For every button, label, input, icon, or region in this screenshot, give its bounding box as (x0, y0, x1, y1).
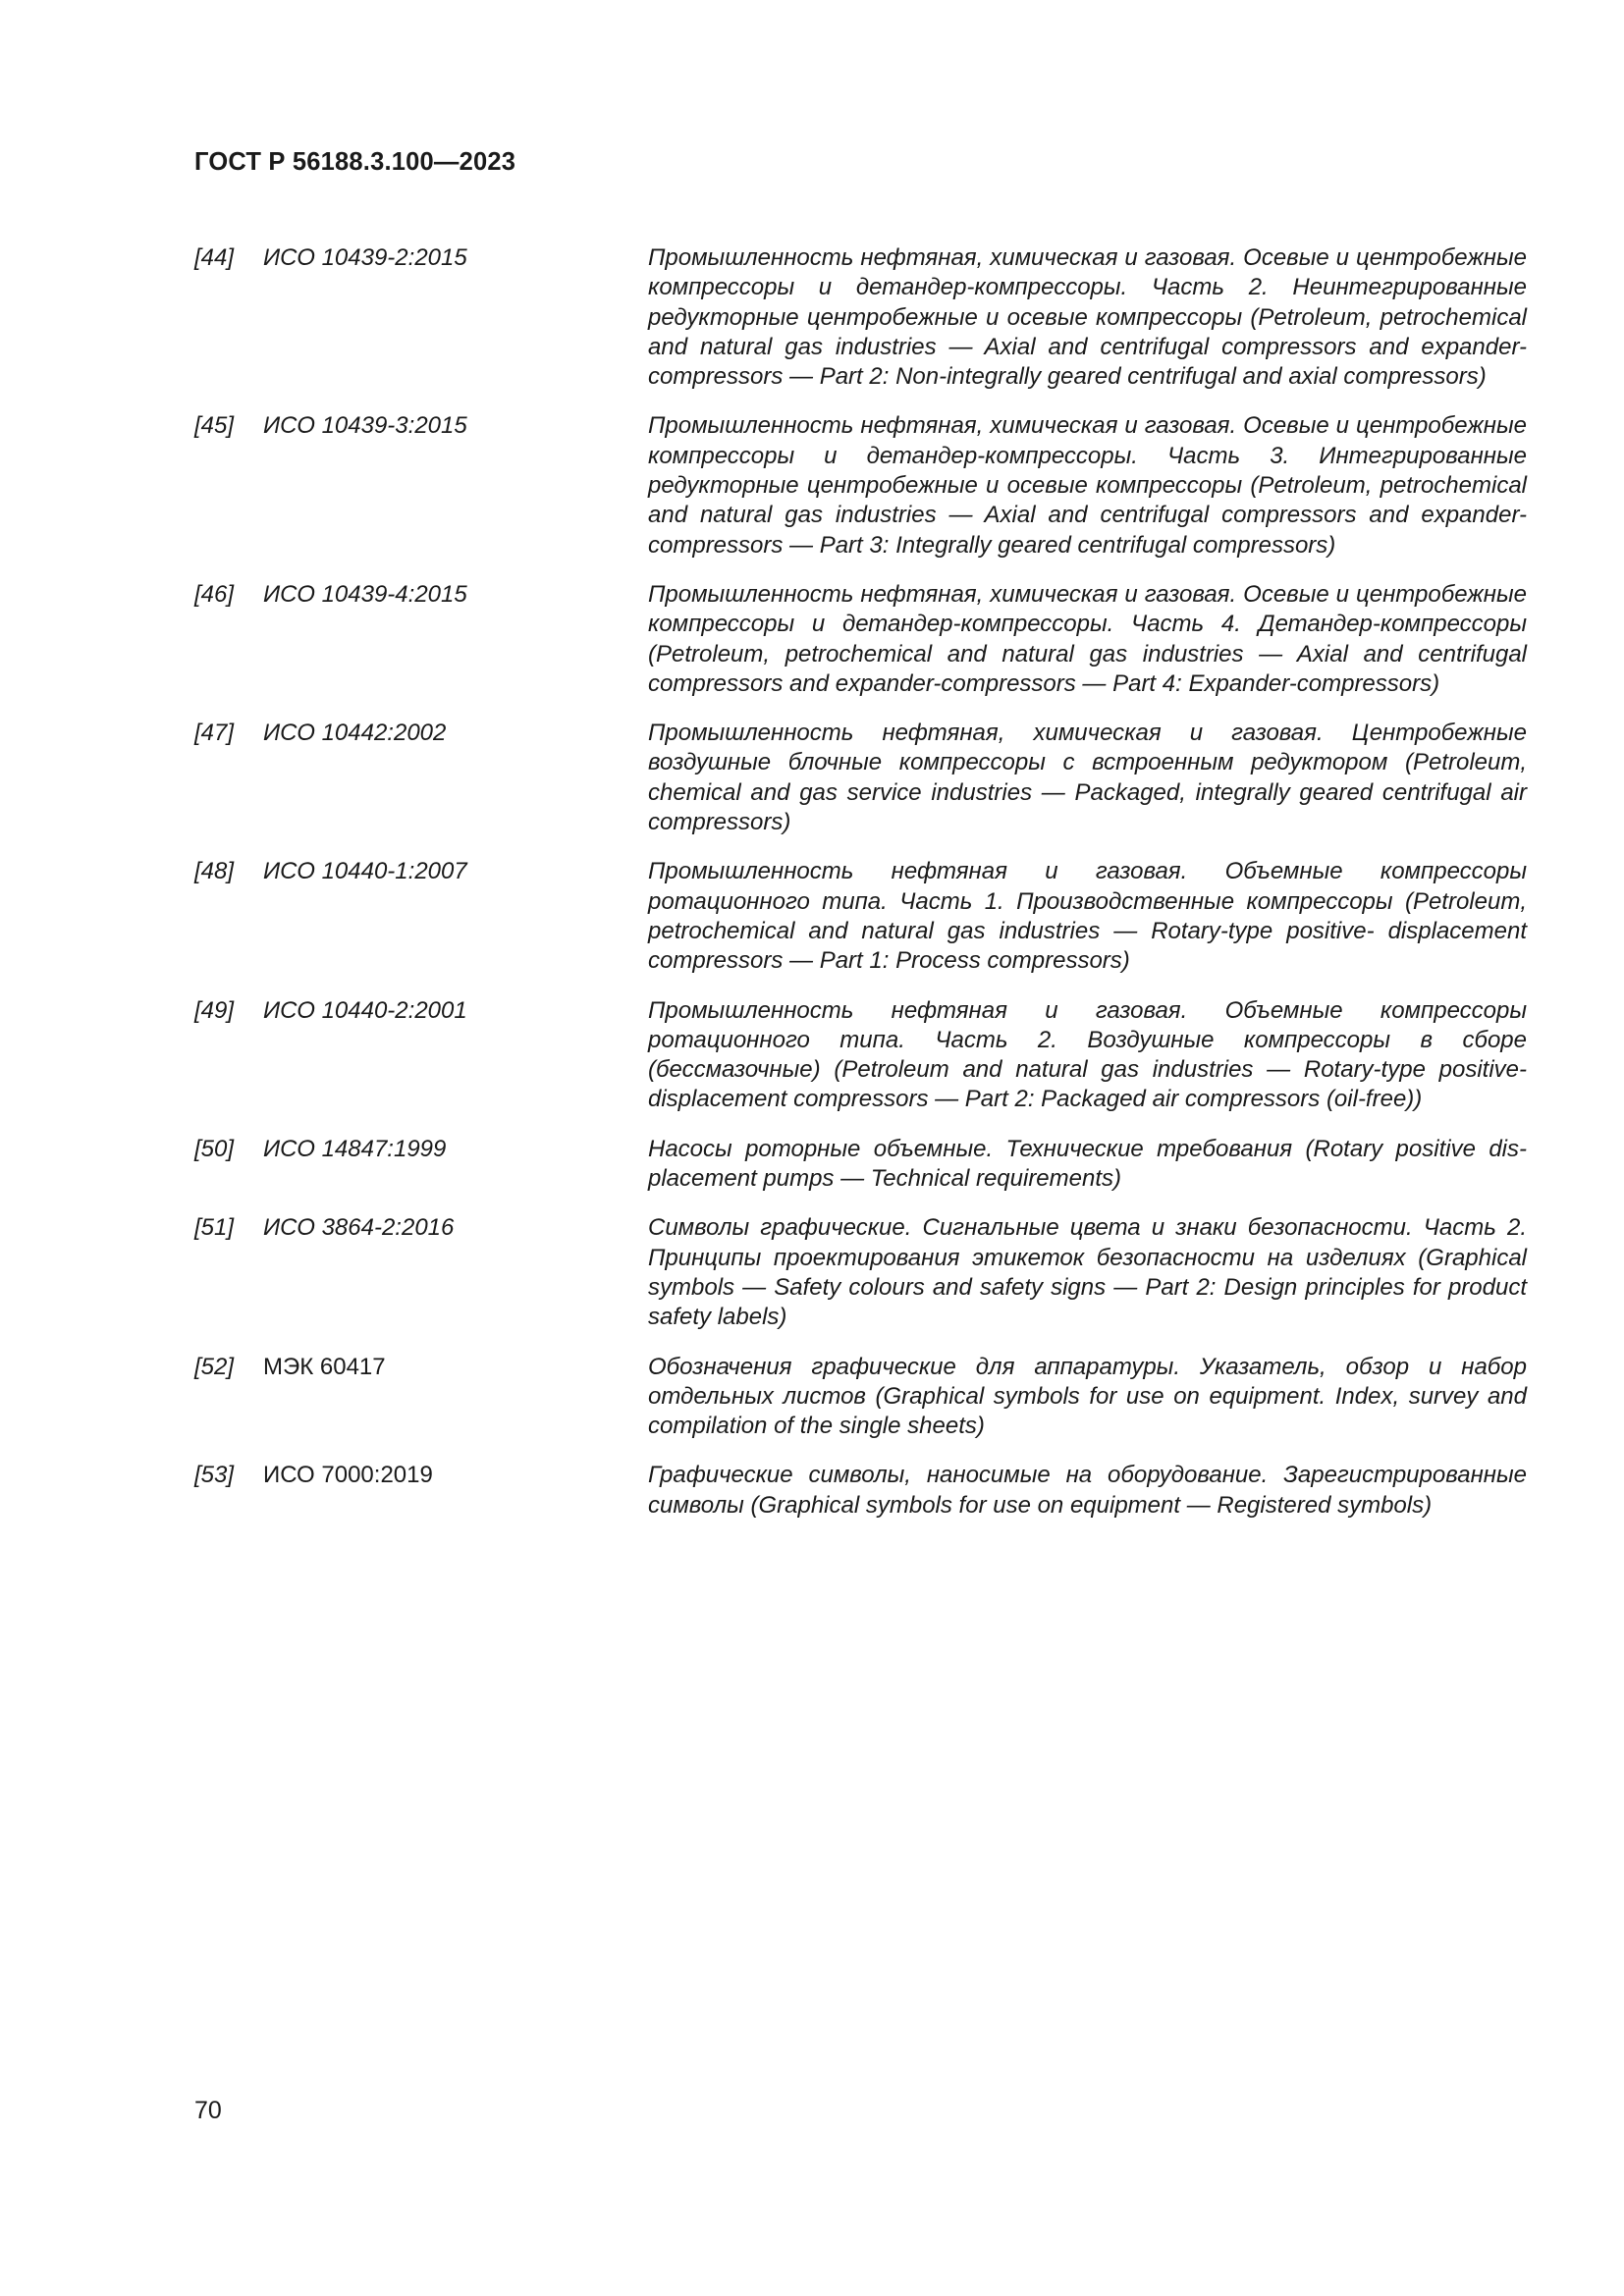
reference-item (194, 857, 1527, 976)
reference-title: Промышленность нефтяная и газовая. Объемные компрессоры ротационного типа. Часть 2. Воздушные компрессоры в сборе (бессмазочные) (Petroleum and natural gas industries — Rotary-type positive-displacement compressors — Part 2: Packaged air compressors (oil-free)) (648, 996, 1527, 1113)
reference-number: [44] (194, 244, 235, 271)
reference-item (194, 1135, 1527, 1195)
reference-number: [52] (194, 1353, 235, 1380)
document-header: ГОСТ Р 56188.3.100—2023 (194, 148, 516, 176)
reference-title: Графические символы, наносимые на оборудование. Зарегистрированные символы (Graphical symbols for use on equipment — Registered symbols) (648, 1462, 1527, 1519)
reference-code: ИСО 14847:1999 (263, 1135, 447, 1162)
reference-title: Промышленность нефтяная, химическая и газовая. Центробежные воздушные блочные компрессоры с встроенным редуктором (Petroleum, chemical and gas service industries — Packaged, integrally geared centrifugal air compressors) (648, 720, 1527, 836)
reference-item (194, 1461, 1527, 1521)
reference-title: Промышленность нефтяная и газовая. Объемные компрессоры ротационного типа. Часть 1. Производственные компрессоры (Petroleum, petrochemical and natural gas industries — Rotary-type positive- displacement compressors — Part 1: Process compressors) (648, 858, 1527, 975)
reference-code: ИСО 10439-4:2015 (263, 580, 467, 608)
reference-number: [50] (194, 1135, 235, 1162)
reference-item (194, 719, 1527, 837)
bibliography-list (194, 243, 1527, 1540)
reference-code: ИСО 10440-1:2007 (263, 858, 467, 885)
reference-title: Обозначения графические для аппаратуры. Указатель, обзор и набор отдельных листов (Graphical symbols for use on equipment. Index, survey and compilation of the single sheets) (648, 1353, 1527, 1440)
reference-item (194, 996, 1527, 1115)
reference-item (194, 580, 1527, 699)
reference-code: ИСО 3864-2:2016 (263, 1214, 455, 1242)
reference-code: ИСО 10440-2:2001 (263, 996, 467, 1024)
reference-number: [51] (194, 1214, 235, 1242)
reference-title: Насосы роторные объемные. Технические требования (Rotary positive displacement pumps — Technical requirements) (648, 1135, 1527, 1193)
reference-number: [46] (194, 580, 235, 608)
reference-item (194, 243, 1527, 392)
reference-title: Промышленность нефтяная, химическая и газовая. Осевые и центробежные компрессоры и детандер-компрессоры. Часть 2. Неинтегрированные редукторные центробежные и осевые компрессоры (Petroleum, petrochemical and natural gas industries — Axial and centrifugal compressors and expander-compressors — Part 2: Non-integrally geared centrifugal and axial compressors) (648, 244, 1527, 391)
reference-number: [49] (194, 996, 235, 1024)
reference-code: ИСО 10439-2:2015 (263, 244, 467, 271)
reference-number: [53] (194, 1462, 235, 1489)
reference-code: ИСО 7000:2019 (263, 1462, 433, 1489)
reference-code: ИСО 10442:2002 (263, 720, 447, 747)
reference-number: [45] (194, 412, 235, 440)
reference-item (194, 411, 1527, 560)
reference-title: Промышленность нефтяная, химическая и газовая. Осевые и центробежные компрессоры и детандер-компрессоры. Часть 4. Детандер-компрессоры (Petroleum, petrochemical and natural gas industries — Axial and centrifugal compressors and expander-compressors — Part 4: Expander-compressors) (648, 580, 1527, 697)
page-number: 70 (194, 2097, 222, 2124)
reference-title: Символы графические. Сигнальные цвета и знаки безопасности. Часть 2. Принципы проектирования этикеток безопасности на изделиях (Graphical symbols — Safety colours and safety signs — Part 2: Design principles for product safety labels) (648, 1214, 1527, 1331)
reference-code: ИСО 10439-3:2015 (263, 412, 467, 440)
reference-title: Промышленность нефтяная, химическая и газовая. Осевые и центробежные компрессоры и детандер-компрессоры. Часть 3. Интегрированные редукторные центробежные и осевые компрессоры (Petroleum, petrochemical and natural gas industries — Axial and centrifugal compressors and expander-compressors — Part 3: Integrally geared centrifugal compressors) (648, 412, 1527, 559)
reference-code: МЭК 60417 (263, 1353, 386, 1380)
reference-item (194, 1213, 1527, 1332)
reference-number: [47] (194, 720, 235, 747)
reference-item (194, 1353, 1527, 1442)
reference-number: [48] (194, 858, 235, 885)
